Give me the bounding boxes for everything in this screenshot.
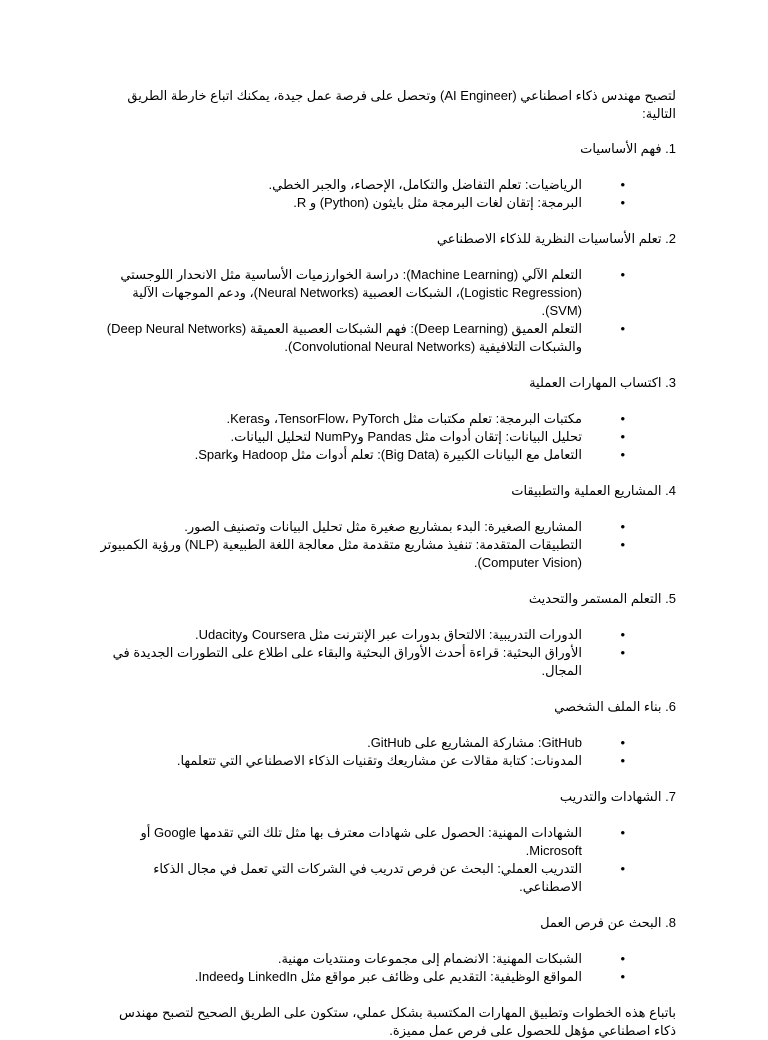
list-item: • المواقع الوظيفية: التقديم على وظائف عبر مواقع مثل LinkedIn وIndeed. [96, 968, 676, 986]
list-item: • التعامل مع البيانات الكبيرة (Big Data): تعلم أدوات مثل Hadoop وSpark. [96, 446, 676, 464]
bullet-list [96, 410, 676, 464]
section-4 [96, 482, 676, 590]
section-heading: 8. البحث عن فرص العمل [540, 915, 676, 930]
document-body [96, 87, 676, 1040]
section-6 [96, 698, 676, 788]
section-heading: 7. الشهادات والتدريب [559, 789, 676, 804]
section-8 [96, 914, 676, 1004]
list-item: • مكتبات البرمجة: تعلم مكتبات مثل TensorFlow، PyTorch، وKeras. [96, 410, 676, 428]
list-item: • تحليل البيانات: إتقان أدوات مثل Pandas وNumPy لتحليل البيانات. [96, 428, 676, 446]
section-heading: 6. بناء الملف الشخصي [554, 699, 676, 714]
bullet-list [96, 518, 676, 572]
section-5 [96, 590, 676, 698]
bullet-list [96, 950, 676, 986]
list-item: • المدونات: كتابة مقالات عن مشاريعك وتقنيات الذكاء الاصطناعي التي تتعلمها. [96, 752, 676, 770]
section-heading: 4. المشاريع العملية والتطبيقات [511, 483, 676, 498]
section-2 [96, 230, 676, 374]
list-item: • التدريب العملي: البحث عن فرص تدريب في الشركات التي تعمل في مجال الذكاء الاصطناعي. [96, 860, 676, 896]
bullet-list [96, 824, 676, 896]
section-heading: 5. التعلم المستمر والتحديث [528, 591, 676, 606]
list-item: • التعلم العميق (Deep Learning): فهم الشبكات العصبية العميقة (Deep Neural Networks) والشبكات التلافيفية (Convolutional Neural Networks). [96, 320, 676, 356]
list-item: • GitHub: مشاركة المشاريع على GitHub. [96, 734, 676, 752]
bullet-list [96, 176, 676, 212]
section-7 [96, 788, 676, 914]
bullet-list [96, 626, 676, 680]
list-item: • البرمجة: إتقان لغات البرمجة مثل بايثون (Python) و R. [96, 194, 676, 212]
conclusion-paragraph: باتباع هذه الخطوات وتطبيق المهارات المكتسبة بشكل عملي، ستكون على الطريق الصحيح لتصبح مهندس ذكاء اصطناعي مؤهل للحصول على فرص عمل مميزة. [118, 1005, 676, 1038]
section-heading: 2. تعلم الأساسيات النظرية للذكاء الاصطناعي [436, 231, 676, 246]
bullet-list [96, 266, 676, 356]
list-item: • المشاريع الصغيرة: البدء بمشاريع صغيرة مثل تحليل البيانات وتصنيف الصور. [96, 518, 676, 536]
section-heading: 3. اكتساب المهارات العملية [529, 375, 676, 390]
section-1 [96, 140, 676, 230]
list-item: • التعلم الآلي (Machine Learning): دراسة الخوارزميات الأساسية مثل الانحدار اللوجستي (Logistic Regression)، الشبكات العصبية (Neural Networks)، ودعم الموجهات الآلية (SVM). [96, 266, 676, 320]
bullet-list [96, 734, 676, 770]
intro-paragraph: لتصبح مهندس ذكاء اصطناعي (AI Engineer) وتحصل على فرصة عمل جيدة، يمكنك اتباع خارطة الطريق التالية: [127, 88, 676, 121]
section-3 [96, 374, 676, 482]
section-heading: 1. فهم الأساسيات [580, 141, 676, 156]
list-item: • الرياضيات: تعلم التفاضل والتكامل، الإحصاء، والجبر الخطي. [96, 176, 676, 194]
list-item: • الدورات التدريبية: الالتحاق بدورات عبر الإنترنت مثل Coursera وUdacity. [96, 626, 676, 644]
list-item: • الأوراق البحثية: قراءة أحدث الأوراق البحثية والبقاء على اطلاع على التطورات الجديدة في المجال. [96, 644, 676, 680]
list-item: • الشبكات المهنية: الانضمام إلى مجموعات ومنتديات مهنية. [96, 950, 676, 968]
list-item: • الشهادات المهنية: الحصول على شهادات معترف بها مثل تلك التي تقدمها Google أو Microsoft. [96, 824, 676, 860]
list-item: • التطبيقات المتقدمة: تنفيذ مشاريع متقدمة مثل معالجة اللغة الطبيعية (NLP) ورؤية الكمبيوتر (Computer Vision). [96, 536, 676, 572]
